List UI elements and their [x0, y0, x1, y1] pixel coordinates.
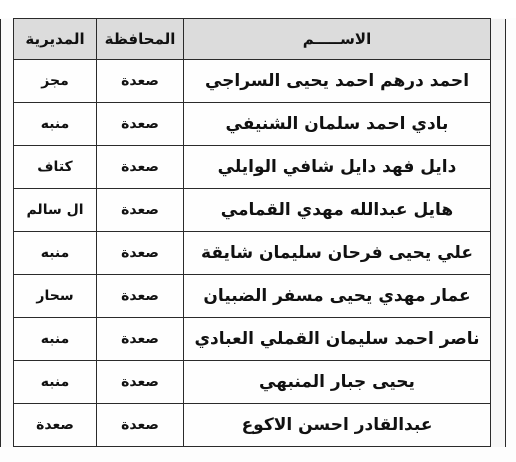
top-margin [0, 0, 516, 18]
header-governorate: المحافظة [97, 19, 184, 60]
table-row [1, 404, 506, 447]
left-edge-cell [1, 189, 14, 232]
district-cell: منبه [14, 318, 97, 361]
governorate-cell: صعدة [97, 103, 184, 146]
right-edge-cell [491, 189, 506, 232]
left-edge-cell [1, 19, 14, 60]
district-cell: كتاف [14, 146, 97, 189]
left-edge-cell [1, 146, 14, 189]
right-edge-cell [491, 361, 506, 404]
right-edge-cell [491, 275, 506, 318]
right-edge-cell [491, 404, 506, 447]
table-row [1, 232, 506, 275]
governorate-cell: صعدة [97, 275, 184, 318]
left-edge-cell [1, 361, 14, 404]
header-name: الاســـــم [184, 19, 491, 60]
name-cell: هايل عبدالله مهدي القمامي [184, 189, 491, 232]
header-row [1, 19, 506, 60]
governorate-cell: صعدة [97, 361, 184, 404]
name-cell: عبدالقادر احسن الاكوع [184, 404, 491, 447]
left-edge-cell [1, 60, 14, 103]
district-cell: منبه [14, 103, 97, 146]
left-edge-cell [1, 318, 14, 361]
names-table [0, 18, 506, 447]
right-edge-cell [491, 19, 506, 60]
district-cell: مجز [14, 60, 97, 103]
table-row [1, 189, 506, 232]
left-edge-cell [1, 275, 14, 318]
governorate-cell: صعدة [97, 189, 184, 232]
right-edge-cell [491, 60, 506, 103]
governorate-cell: صعدة [97, 146, 184, 189]
right-edge-cell [491, 103, 506, 146]
district-cell: منبه [14, 361, 97, 404]
governorate-cell: صعدة [97, 60, 184, 103]
left-edge-cell [1, 404, 14, 447]
name-cell: يحيى جبار المنبهي [184, 361, 491, 404]
district-cell: ال سالم [14, 189, 97, 232]
name-cell: احمد درهم احمد يحيى السراجي [184, 60, 491, 103]
table-row [1, 103, 506, 146]
name-cell: بادي احمد سلمان الشنيفي [184, 103, 491, 146]
governorate-cell: صعدة [97, 318, 184, 361]
table-row [1, 146, 506, 189]
header-district: المديرية [14, 19, 97, 60]
right-edge-cell [491, 146, 506, 189]
governorate-cell: صعدة [97, 232, 184, 275]
name-cell: دايل فهد دايل شافي الوايلي [184, 146, 491, 189]
left-edge-cell [1, 232, 14, 275]
district-cell: منبه [14, 232, 97, 275]
table-row [1, 318, 506, 361]
district-cell: سحار [14, 275, 97, 318]
right-edge-cell [491, 318, 506, 361]
name-cell: ناصر احمد سليمان القملي العبادي [184, 318, 491, 361]
district-cell: صعدة [14, 404, 97, 447]
table-row [1, 275, 506, 318]
name-cell: علي يحيى فرحان سليمان شايقة [184, 232, 491, 275]
table-row [1, 60, 506, 103]
name-cell: عمار مهدي يحيى مسفر الضبيان [184, 275, 491, 318]
right-edge-cell [491, 232, 506, 275]
table-row [1, 361, 506, 404]
left-edge-cell [1, 103, 14, 146]
governorate-cell: صعدة [97, 404, 184, 447]
